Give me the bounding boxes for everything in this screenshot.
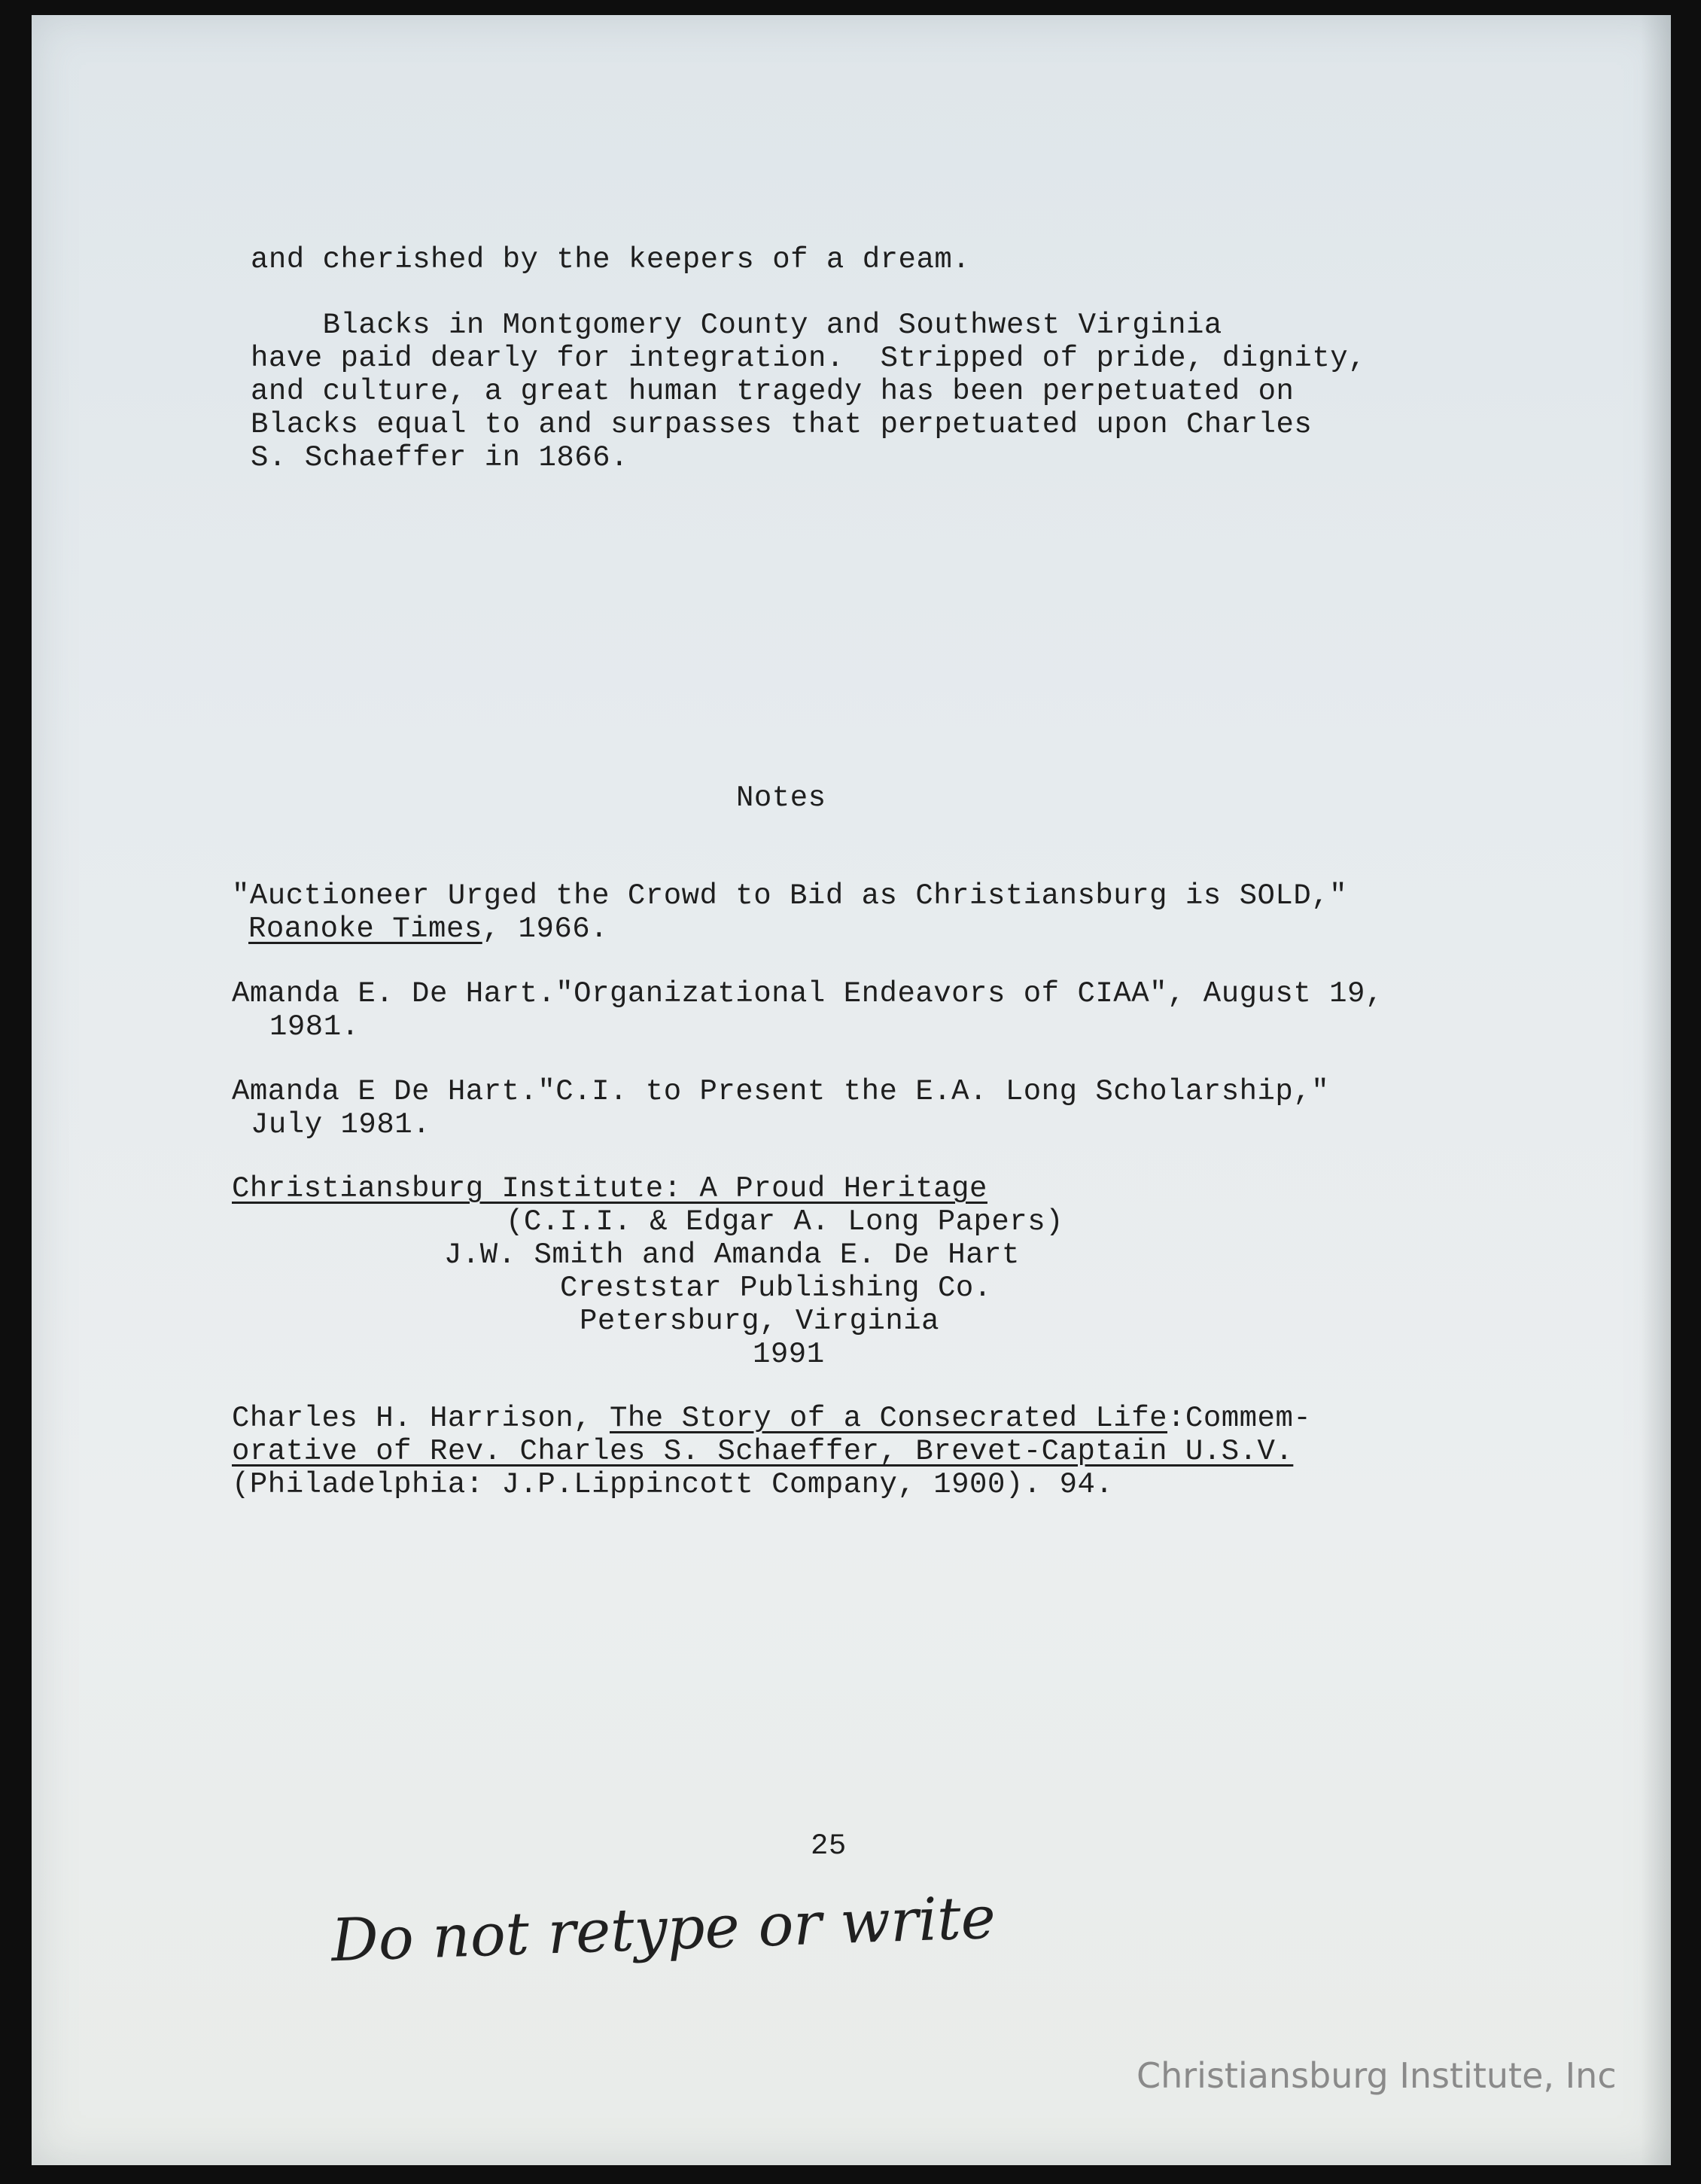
note-4-book-title: Christiansburg Institute: A Proud Heritage [232, 1172, 987, 1205]
body-paragraph-line: S. Schaeffer in 1866. [251, 441, 628, 474]
note-5-line-2: orative of Rev. Charles S. Schaeffer, Brevet-Captain U.S.V. [232, 1435, 1294, 1468]
note-4-line: Petersburg, Virginia [580, 1305, 940, 1338]
note-1-line-1: "Auctioneer Urged the Crowd to Bid as Christiansburg is SOLD," [232, 879, 1348, 912]
note-2-line-1: Amanda E. De Hart."Organizational Endeavors of CIAA", August 19, [232, 977, 1383, 1010]
note-4-line: 1991 [753, 1338, 825, 1371]
note-2-line-2: 1981. [269, 1010, 360, 1043]
note-5-line-3: (Philadelphia: J.P.Lippincott Company, 1900). 94. [232, 1468, 1114, 1501]
note-4-line: (C.I.I. & Edgar A. Long Papers) [506, 1205, 1064, 1238]
body-paragraph-line: and culture, a great human tragedy has been perpetuated on [251, 375, 1295, 408]
body-paragraph-line: Blacks equal to and surpasses that perpetuated upon Charles [251, 408, 1313, 441]
note-3-line-1: Amanda E De Hart."C.I. to Present the E.A. Long Scholarship," [232, 1075, 1330, 1108]
note-1-publication-title: Roanoke Times [248, 912, 482, 946]
page-number: 25 [811, 1829, 847, 1863]
note-5-book-title: The Story of a Consecrated Life [609, 1402, 1168, 1435]
note-5-author: Charles H. Harrison, [232, 1402, 610, 1435]
body-paragraph-line: Blacks in Montgomery County and Southwest Virginia [251, 309, 1222, 342]
page-edge-shadow [1641, 15, 1671, 2165]
body-line-1: and cherished by the keepers of a dream. [251, 243, 971, 276]
notes-heading: Notes [736, 781, 826, 815]
watermark-text: Christiansburg Institute, Inc [1137, 2055, 1617, 2096]
note-1-year: , 1966. [482, 912, 609, 946]
note-5-line-1 [232, 1402, 1311, 1435]
note-4-line: J.W. Smith and Amanda E. De Hart [444, 1238, 1020, 1272]
note-1-line-2 [248, 912, 608, 946]
handwritten-note: Do not retype or write [330, 1884, 997, 1975]
note-4-line: Creststar Publishing Co. [560, 1272, 992, 1305]
note-3-line-2: July 1981. [251, 1108, 431, 1141]
note-5-subtitle-start: :Commem- [1167, 1402, 1312, 1435]
body-paragraph-line: have paid dearly for integration. Stripped of pride, dignity, [251, 342, 1367, 375]
